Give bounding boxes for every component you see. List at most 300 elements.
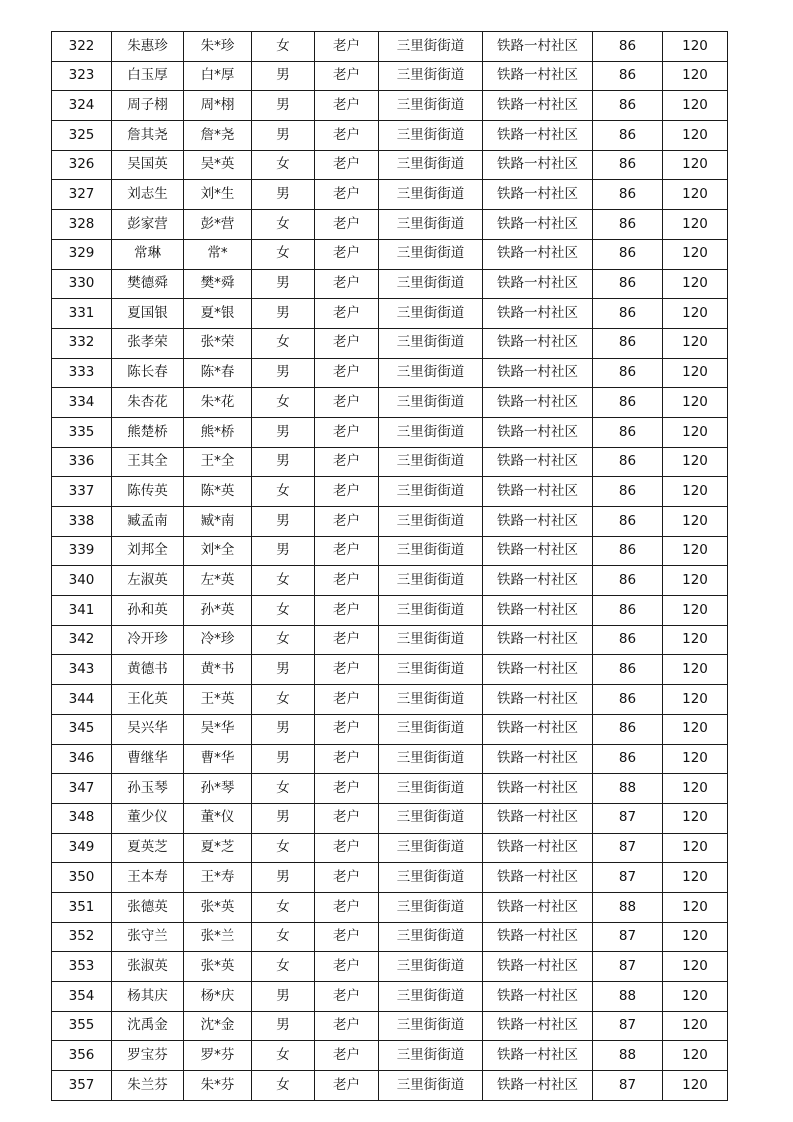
table-row xyxy=(52,536,728,566)
cell-amount: 120 xyxy=(663,863,728,893)
cell-community: 铁路一村社区 xyxy=(483,417,593,447)
cell-community: 铁路一村社区 xyxy=(483,299,593,329)
table-row xyxy=(52,180,728,210)
cell-gender: 男 xyxy=(252,744,315,774)
cell-name: 夏国银 xyxy=(112,299,184,329)
cell-age: 86 xyxy=(593,625,663,655)
cell-name: 王化英 xyxy=(112,685,184,715)
table-row xyxy=(52,61,728,91)
cell-community: 铁路一村社区 xyxy=(483,121,593,151)
cell-seq: 340 xyxy=(52,566,112,596)
cell-amount: 120 xyxy=(663,922,728,952)
cell-masked-name: 吴*华 xyxy=(184,714,252,744)
cell-name: 张孝荣 xyxy=(112,328,184,358)
cell-masked-name: 常* xyxy=(184,239,252,269)
cell-seq: 339 xyxy=(52,536,112,566)
cell-community: 铁路一村社区 xyxy=(483,150,593,180)
cell-gender: 男 xyxy=(252,299,315,329)
cell-seq: 335 xyxy=(52,417,112,447)
table-row xyxy=(52,744,728,774)
cell-masked-name: 张*英 xyxy=(184,952,252,982)
cell-age: 86 xyxy=(593,685,663,715)
cell-gender: 女 xyxy=(252,685,315,715)
cell-seq: 350 xyxy=(52,863,112,893)
cell-amount: 120 xyxy=(663,833,728,863)
cell-seq: 351 xyxy=(52,892,112,922)
cell-gender: 女 xyxy=(252,477,315,507)
cell-gender: 男 xyxy=(252,358,315,388)
cell-masked-name: 沈*金 xyxy=(184,1011,252,1041)
table-row xyxy=(52,982,728,1012)
cell-category: 老户 xyxy=(315,566,379,596)
cell-name: 朱兰芬 xyxy=(112,1071,184,1101)
cell-category: 老户 xyxy=(315,982,379,1012)
cell-street: 三里街街道 xyxy=(379,892,483,922)
cell-category: 老户 xyxy=(315,507,379,537)
cell-community: 铁路一村社区 xyxy=(483,61,593,91)
cell-gender: 女 xyxy=(252,774,315,804)
cell-community: 铁路一村社区 xyxy=(483,32,593,62)
cell-amount: 120 xyxy=(663,536,728,566)
cell-community: 铁路一村社区 xyxy=(483,210,593,240)
table-row xyxy=(52,803,728,833)
cell-seq: 348 xyxy=(52,803,112,833)
cell-amount: 120 xyxy=(663,91,728,121)
cell-age: 87 xyxy=(593,863,663,893)
cell-amount: 120 xyxy=(663,328,728,358)
cell-category: 老户 xyxy=(315,1011,379,1041)
table-row xyxy=(52,1071,728,1101)
cell-gender: 女 xyxy=(252,922,315,952)
cell-amount: 120 xyxy=(663,655,728,685)
cell-community: 铁路一村社区 xyxy=(483,833,593,863)
cell-age: 86 xyxy=(593,269,663,299)
cell-masked-name: 周*栩 xyxy=(184,91,252,121)
cell-masked-name: 王*英 xyxy=(184,685,252,715)
cell-gender: 男 xyxy=(252,507,315,537)
cell-masked-name: 臧*南 xyxy=(184,507,252,537)
cell-name: 彭家营 xyxy=(112,210,184,240)
cell-amount: 120 xyxy=(663,121,728,151)
cell-age: 86 xyxy=(593,61,663,91)
cell-name: 詹其尧 xyxy=(112,121,184,151)
cell-masked-name: 张*兰 xyxy=(184,922,252,952)
cell-amount: 120 xyxy=(663,61,728,91)
table-row xyxy=(52,507,728,537)
cell-street: 三里街街道 xyxy=(379,388,483,418)
cell-age: 86 xyxy=(593,655,663,685)
cell-masked-name: 朱*花 xyxy=(184,388,252,418)
cell-community: 铁路一村社区 xyxy=(483,507,593,537)
cell-category: 老户 xyxy=(315,685,379,715)
cell-name: 沈禹金 xyxy=(112,1011,184,1041)
cell-gender: 男 xyxy=(252,417,315,447)
cell-street: 三里街街道 xyxy=(379,150,483,180)
cell-community: 铁路一村社区 xyxy=(483,892,593,922)
cell-seq: 356 xyxy=(52,1041,112,1071)
cell-masked-name: 冷*珍 xyxy=(184,625,252,655)
cell-amount: 120 xyxy=(663,210,728,240)
table-row xyxy=(52,150,728,180)
cell-category: 老户 xyxy=(315,536,379,566)
cell-category: 老户 xyxy=(315,477,379,507)
cell-gender: 男 xyxy=(252,863,315,893)
cell-amount: 120 xyxy=(663,299,728,329)
cell-masked-name: 朱*珍 xyxy=(184,32,252,62)
cell-category: 老户 xyxy=(315,61,379,91)
cell-category: 老户 xyxy=(315,625,379,655)
cell-amount: 120 xyxy=(663,417,728,447)
table-row xyxy=(52,477,728,507)
cell-community: 铁路一村社区 xyxy=(483,803,593,833)
cell-amount: 120 xyxy=(663,714,728,744)
cell-name: 陈长春 xyxy=(112,358,184,388)
cell-gender: 女 xyxy=(252,892,315,922)
cell-masked-name: 杨*庆 xyxy=(184,982,252,1012)
cell-masked-name: 黄*书 xyxy=(184,655,252,685)
cell-name: 孙和英 xyxy=(112,596,184,626)
cell-seq: 341 xyxy=(52,596,112,626)
cell-masked-name: 左*英 xyxy=(184,566,252,596)
cell-category: 老户 xyxy=(315,417,379,447)
cell-gender: 女 xyxy=(252,388,315,418)
table-row xyxy=(52,91,728,121)
cell-community: 铁路一村社区 xyxy=(483,714,593,744)
cell-name: 黄德书 xyxy=(112,655,184,685)
cell-community: 铁路一村社区 xyxy=(483,1041,593,1071)
table-row xyxy=(52,952,728,982)
cell-community: 铁路一村社区 xyxy=(483,180,593,210)
cell-masked-name: 朱*芬 xyxy=(184,1071,252,1101)
cell-category: 老户 xyxy=(315,121,379,151)
table-row xyxy=(52,239,728,269)
cell-street: 三里街街道 xyxy=(379,952,483,982)
cell-age: 88 xyxy=(593,774,663,804)
cell-amount: 120 xyxy=(663,150,728,180)
cell-amount: 120 xyxy=(663,32,728,62)
cell-name: 左淑英 xyxy=(112,566,184,596)
cell-seq: 353 xyxy=(52,952,112,982)
cell-seq: 330 xyxy=(52,269,112,299)
cell-masked-name: 樊*舜 xyxy=(184,269,252,299)
cell-street: 三里街街道 xyxy=(379,121,483,151)
cell-gender: 女 xyxy=(252,833,315,863)
cell-age: 86 xyxy=(593,417,663,447)
table-row xyxy=(52,358,728,388)
cell-masked-name: 王*寿 xyxy=(184,863,252,893)
cell-age: 86 xyxy=(593,328,663,358)
cell-masked-name: 孙*英 xyxy=(184,596,252,626)
cell-masked-name: 白*厚 xyxy=(184,61,252,91)
cell-street: 三里街街道 xyxy=(379,863,483,893)
cell-street: 三里街街道 xyxy=(379,417,483,447)
cell-street: 三里街街道 xyxy=(379,803,483,833)
cell-category: 老户 xyxy=(315,744,379,774)
cell-category: 老户 xyxy=(315,596,379,626)
cell-category: 老户 xyxy=(315,655,379,685)
table-row xyxy=(52,1011,728,1041)
cell-seq: 354 xyxy=(52,982,112,1012)
cell-community: 铁路一村社区 xyxy=(483,774,593,804)
cell-name: 张淑英 xyxy=(112,952,184,982)
cell-community: 铁路一村社区 xyxy=(483,447,593,477)
cell-gender: 女 xyxy=(252,328,315,358)
cell-category: 老户 xyxy=(315,892,379,922)
cell-category: 老户 xyxy=(315,447,379,477)
cell-name: 王本寿 xyxy=(112,863,184,893)
cell-masked-name: 张*英 xyxy=(184,892,252,922)
cell-age: 87 xyxy=(593,1011,663,1041)
cell-age: 86 xyxy=(593,536,663,566)
table-row xyxy=(52,655,728,685)
cell-category: 老户 xyxy=(315,803,379,833)
cell-community: 铁路一村社区 xyxy=(483,596,593,626)
cell-name: 陈传英 xyxy=(112,477,184,507)
cell-gender: 男 xyxy=(252,1011,315,1041)
cell-masked-name: 夏*银 xyxy=(184,299,252,329)
cell-name: 樊德舜 xyxy=(112,269,184,299)
table-row xyxy=(52,32,728,62)
cell-name: 冷开珍 xyxy=(112,625,184,655)
cell-age: 86 xyxy=(593,744,663,774)
cell-age: 87 xyxy=(593,1071,663,1101)
cell-community: 铁路一村社区 xyxy=(483,328,593,358)
cell-age: 88 xyxy=(593,892,663,922)
cell-age: 86 xyxy=(593,210,663,240)
cell-amount: 120 xyxy=(663,1041,728,1071)
cell-name: 杨其庆 xyxy=(112,982,184,1012)
cell-street: 三里街街道 xyxy=(379,596,483,626)
cell-seq: 337 xyxy=(52,477,112,507)
cell-seq: 323 xyxy=(52,61,112,91)
cell-community: 铁路一村社区 xyxy=(483,685,593,715)
cell-gender: 男 xyxy=(252,121,315,151)
cell-community: 铁路一村社区 xyxy=(483,1011,593,1041)
roster-table xyxy=(51,31,728,1101)
cell-gender: 女 xyxy=(252,625,315,655)
cell-street: 三里街街道 xyxy=(379,625,483,655)
table-row xyxy=(52,121,728,151)
cell-masked-name: 吴*英 xyxy=(184,150,252,180)
cell-category: 老户 xyxy=(315,952,379,982)
cell-age: 86 xyxy=(593,596,663,626)
cell-community: 铁路一村社区 xyxy=(483,477,593,507)
cell-gender: 女 xyxy=(252,952,315,982)
cell-age: 86 xyxy=(593,714,663,744)
cell-seq: 322 xyxy=(52,32,112,62)
cell-community: 铁路一村社区 xyxy=(483,91,593,121)
cell-seq: 332 xyxy=(52,328,112,358)
cell-masked-name: 彭*营 xyxy=(184,210,252,240)
cell-name: 曹继华 xyxy=(112,744,184,774)
cell-gender: 女 xyxy=(252,1071,315,1101)
cell-age: 86 xyxy=(593,121,663,151)
cell-community: 铁路一村社区 xyxy=(483,536,593,566)
cell-community: 铁路一村社区 xyxy=(483,1071,593,1101)
cell-masked-name: 陈*春 xyxy=(184,358,252,388)
cell-gender: 女 xyxy=(252,596,315,626)
cell-community: 铁路一村社区 xyxy=(483,566,593,596)
cell-seq: 333 xyxy=(52,358,112,388)
cell-street: 三里街街道 xyxy=(379,507,483,537)
cell-masked-name: 熊*桥 xyxy=(184,417,252,447)
cell-category: 老户 xyxy=(315,833,379,863)
cell-category: 老户 xyxy=(315,239,379,269)
table-row xyxy=(52,1041,728,1071)
cell-community: 铁路一村社区 xyxy=(483,269,593,299)
cell-age: 86 xyxy=(593,507,663,537)
cell-amount: 120 xyxy=(663,685,728,715)
cell-amount: 120 xyxy=(663,803,728,833)
cell-age: 86 xyxy=(593,32,663,62)
cell-street: 三里街街道 xyxy=(379,91,483,121)
cell-category: 老户 xyxy=(315,863,379,893)
cell-amount: 120 xyxy=(663,447,728,477)
cell-name: 吴国英 xyxy=(112,150,184,180)
cell-amount: 120 xyxy=(663,892,728,922)
cell-name: 朱惠珍 xyxy=(112,32,184,62)
table-row xyxy=(52,892,728,922)
cell-gender: 女 xyxy=(252,32,315,62)
cell-street: 三里街街道 xyxy=(379,536,483,566)
cell-amount: 120 xyxy=(663,744,728,774)
table-row xyxy=(52,714,728,744)
cell-seq: 325 xyxy=(52,121,112,151)
cell-category: 老户 xyxy=(315,150,379,180)
cell-name: 夏英芝 xyxy=(112,833,184,863)
cell-category: 老户 xyxy=(315,922,379,952)
cell-age: 86 xyxy=(593,150,663,180)
cell-masked-name: 刘*生 xyxy=(184,180,252,210)
cell-gender: 女 xyxy=(252,239,315,269)
cell-street: 三里街街道 xyxy=(379,269,483,299)
cell-age: 86 xyxy=(593,388,663,418)
cell-street: 三里街街道 xyxy=(379,299,483,329)
cell-category: 老户 xyxy=(315,32,379,62)
cell-age: 86 xyxy=(593,566,663,596)
table-row xyxy=(52,596,728,626)
cell-community: 铁路一村社区 xyxy=(483,358,593,388)
cell-street: 三里街街道 xyxy=(379,714,483,744)
cell-street: 三里街街道 xyxy=(379,833,483,863)
cell-street: 三里街街道 xyxy=(379,1041,483,1071)
cell-masked-name: 孙*琴 xyxy=(184,774,252,804)
cell-amount: 120 xyxy=(663,1071,728,1101)
cell-seq: 336 xyxy=(52,447,112,477)
cell-masked-name: 张*荣 xyxy=(184,328,252,358)
cell-category: 老户 xyxy=(315,1071,379,1101)
cell-street: 三里街街道 xyxy=(379,32,483,62)
cell-street: 三里街街道 xyxy=(379,566,483,596)
cell-community: 铁路一村社区 xyxy=(483,922,593,952)
cell-amount: 120 xyxy=(663,1011,728,1041)
cell-seq: 344 xyxy=(52,685,112,715)
cell-community: 铁路一村社区 xyxy=(483,388,593,418)
table-row xyxy=(52,299,728,329)
cell-name: 熊楚桥 xyxy=(112,417,184,447)
cell-seq: 357 xyxy=(52,1071,112,1101)
cell-gender: 男 xyxy=(252,447,315,477)
cell-masked-name: 陈*英 xyxy=(184,477,252,507)
cell-seq: 355 xyxy=(52,1011,112,1041)
cell-masked-name: 刘*全 xyxy=(184,536,252,566)
cell-gender: 男 xyxy=(252,269,315,299)
cell-age: 88 xyxy=(593,1041,663,1071)
cell-seq: 329 xyxy=(52,239,112,269)
cell-gender: 男 xyxy=(252,536,315,566)
cell-street: 三里街街道 xyxy=(379,447,483,477)
cell-community: 铁路一村社区 xyxy=(483,863,593,893)
cell-seq: 324 xyxy=(52,91,112,121)
cell-amount: 120 xyxy=(663,952,728,982)
cell-gender: 女 xyxy=(252,210,315,240)
cell-category: 老户 xyxy=(315,714,379,744)
cell-seq: 328 xyxy=(52,210,112,240)
cell-street: 三里街街道 xyxy=(379,685,483,715)
cell-category: 老户 xyxy=(315,269,379,299)
cell-gender: 男 xyxy=(252,180,315,210)
table-row xyxy=(52,833,728,863)
table-row xyxy=(52,447,728,477)
cell-age: 87 xyxy=(593,922,663,952)
cell-age: 86 xyxy=(593,180,663,210)
cell-amount: 120 xyxy=(663,566,728,596)
cell-masked-name: 詹*尧 xyxy=(184,121,252,151)
cell-gender: 男 xyxy=(252,91,315,121)
cell-seq: 331 xyxy=(52,299,112,329)
cell-amount: 120 xyxy=(663,269,728,299)
cell-gender: 男 xyxy=(252,714,315,744)
cell-seq: 345 xyxy=(52,714,112,744)
cell-gender: 男 xyxy=(252,655,315,685)
cell-street: 三里街街道 xyxy=(379,61,483,91)
table-row xyxy=(52,685,728,715)
cell-name: 周子栩 xyxy=(112,91,184,121)
table-row xyxy=(52,922,728,952)
cell-gender: 男 xyxy=(252,982,315,1012)
cell-name: 王其全 xyxy=(112,447,184,477)
cell-age: 86 xyxy=(593,358,663,388)
table-row xyxy=(52,774,728,804)
cell-street: 三里街街道 xyxy=(379,477,483,507)
cell-community: 铁路一村社区 xyxy=(483,655,593,685)
cell-name: 张德英 xyxy=(112,892,184,922)
cell-name: 朱杏花 xyxy=(112,388,184,418)
cell-seq: 349 xyxy=(52,833,112,863)
table-row xyxy=(52,566,728,596)
cell-category: 老户 xyxy=(315,210,379,240)
cell-name: 臧孟南 xyxy=(112,507,184,537)
cell-amount: 120 xyxy=(663,774,728,804)
cell-amount: 120 xyxy=(663,507,728,537)
cell-street: 三里街街道 xyxy=(379,180,483,210)
table-row xyxy=(52,417,728,447)
table-row xyxy=(52,388,728,418)
cell-street: 三里街街道 xyxy=(379,210,483,240)
cell-category: 老户 xyxy=(315,388,379,418)
cell-seq: 346 xyxy=(52,744,112,774)
cell-masked-name: 曹*华 xyxy=(184,744,252,774)
cell-community: 铁路一村社区 xyxy=(483,744,593,774)
cell-seq: 334 xyxy=(52,388,112,418)
cell-street: 三里街街道 xyxy=(379,1011,483,1041)
cell-gender: 女 xyxy=(252,1041,315,1071)
cell-age: 87 xyxy=(593,952,663,982)
cell-masked-name: 王*全 xyxy=(184,447,252,477)
cell-amount: 120 xyxy=(663,388,728,418)
cell-age: 87 xyxy=(593,833,663,863)
cell-category: 老户 xyxy=(315,774,379,804)
